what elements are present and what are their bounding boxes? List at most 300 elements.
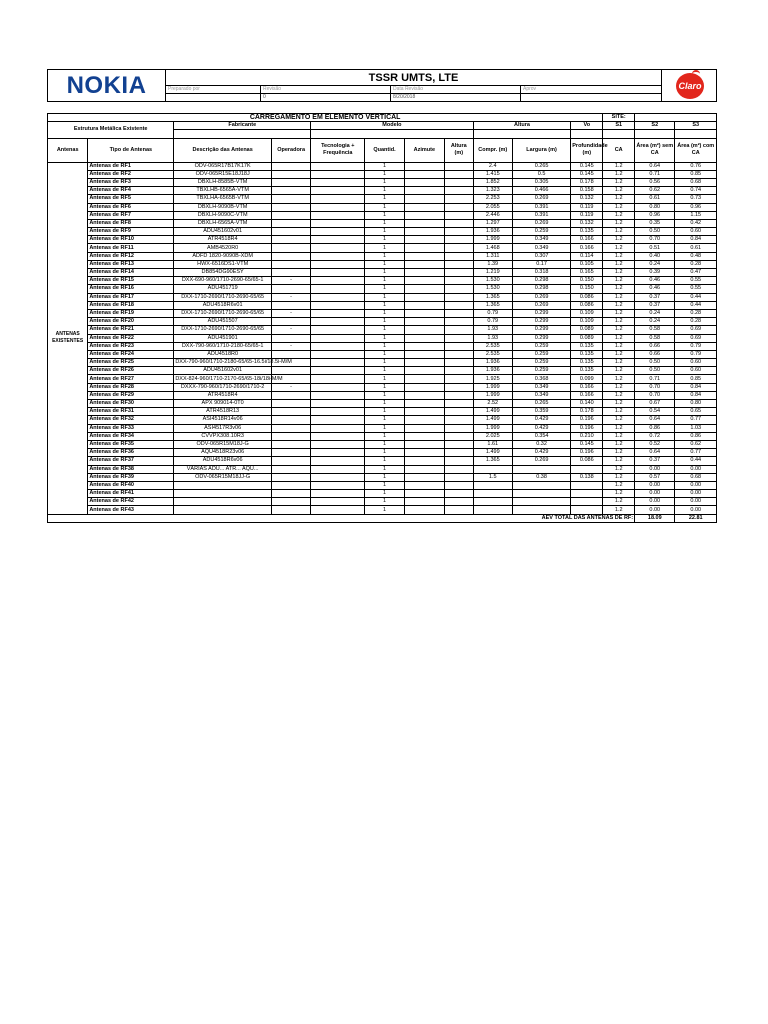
row-azimute[interactable] <box>404 400 444 408</box>
row-compr[interactable] <box>473 506 512 514</box>
row-compr[interactable]: 1.93 <box>473 334 512 342</box>
row-largura[interactable]: 0.269 <box>512 301 570 309</box>
row-quantid[interactable]: 1 <box>365 481 404 489</box>
row-profundidade[interactable]: 0.145 <box>571 170 603 178</box>
row-profundidade[interactable]: 0.178 <box>571 178 603 186</box>
row-tecnologia[interactable] <box>311 260 365 268</box>
row-compr[interactable]: 1.93 <box>473 326 512 334</box>
row-altura[interactable] <box>444 211 473 219</box>
row-tecnologia[interactable] <box>311 400 365 408</box>
row-descricao[interactable] <box>174 498 272 506</box>
row-descricao[interactable]: ODV-065R15M18J-G <box>174 440 272 448</box>
row-operadora[interactable] <box>271 252 310 260</box>
row-compr[interactable]: 1.5 <box>473 473 512 481</box>
row-operadora[interactable] <box>271 498 310 506</box>
row-profundidade[interactable]: 0.119 <box>571 211 603 219</box>
row-quantid[interactable]: 1 <box>365 285 404 293</box>
row-profundidade[interactable]: 0.166 <box>571 391 603 399</box>
row-profundidade[interactable]: 0.140 <box>571 400 603 408</box>
row-quantid[interactable]: 1 <box>365 465 404 473</box>
row-profundidade[interactable]: 0.145 <box>571 162 603 170</box>
row-tecnologia[interactable] <box>311 178 365 186</box>
row-largura[interactable]: 0.17 <box>512 260 570 268</box>
row-compr[interactable]: 1.999 <box>473 391 512 399</box>
row-quantid[interactable]: 1 <box>365 498 404 506</box>
row-tecnologia[interactable] <box>311 473 365 481</box>
row-quantid[interactable]: 1 <box>365 449 404 457</box>
row-operadora[interactable] <box>271 244 310 252</box>
row-quantid[interactable]: 1 <box>365 416 404 424</box>
row-azimute[interactable] <box>404 285 444 293</box>
row-quantid[interactable]: 1 <box>365 359 404 367</box>
row-largura[interactable]: 0.298 <box>512 285 570 293</box>
row-descricao[interactable] <box>174 490 272 498</box>
row-altura[interactable] <box>444 383 473 391</box>
row-altura[interactable] <box>444 440 473 448</box>
row-compr[interactable]: 1.39 <box>473 260 512 268</box>
row-operadora[interactable]: - <box>271 277 310 285</box>
row-descricao[interactable]: DXX-1710-2690/1710-2690-65/65 <box>174 309 272 317</box>
row-quantid[interactable]: 1 <box>365 236 404 244</box>
row-quantid[interactable]: 1 <box>365 334 404 342</box>
row-compr[interactable]: 1.999 <box>473 236 512 244</box>
row-largura[interactable]: 0.259 <box>512 359 570 367</box>
row-tecnologia[interactable] <box>311 236 365 244</box>
row-tecnologia[interactable] <box>311 219 365 227</box>
s1-value[interactable] <box>603 130 635 138</box>
row-tecnologia[interactable] <box>311 252 365 260</box>
row-operadora[interactable] <box>271 400 310 408</box>
row-tecnologia[interactable] <box>311 457 365 465</box>
row-largura[interactable]: 0.359 <box>512 408 570 416</box>
row-largura[interactable]: 0.269 <box>512 219 570 227</box>
row-largura[interactable]: 0.349 <box>512 391 570 399</box>
row-descricao[interactable]: ATR4518R13 <box>174 408 272 416</box>
row-altura[interactable] <box>444 187 473 195</box>
row-azimute[interactable] <box>404 187 444 195</box>
row-largura[interactable] <box>512 506 570 514</box>
row-tecnologia[interactable] <box>311 375 365 383</box>
row-altura[interactable] <box>444 506 473 514</box>
row-tecnologia[interactable] <box>311 490 365 498</box>
row-azimute[interactable] <box>404 473 444 481</box>
row-azimute[interactable] <box>404 211 444 219</box>
row-operadora[interactable] <box>271 162 310 170</box>
row-quantid[interactable]: 1 <box>365 391 404 399</box>
row-compr[interactable]: 2.4 <box>473 162 512 170</box>
row-largura[interactable]: 0.307 <box>512 252 570 260</box>
row-azimute[interactable] <box>404 367 444 375</box>
row-operadora[interactable] <box>271 424 310 432</box>
row-quantid[interactable]: 1 <box>365 367 404 375</box>
row-altura[interactable] <box>444 416 473 424</box>
row-compr[interactable]: 1.936 <box>473 228 512 236</box>
row-largura[interactable]: 0.305 <box>512 178 570 186</box>
row-profundidade[interactable]: 0.086 <box>571 293 603 301</box>
row-altura[interactable] <box>444 375 473 383</box>
row-descricao[interactable]: ADU451901 <box>174 334 272 342</box>
row-altura[interactable] <box>444 170 473 178</box>
row-profundidade[interactable]: 0.109 <box>571 318 603 326</box>
row-largura[interactable]: 0.429 <box>512 449 570 457</box>
row-largura[interactable]: 0.269 <box>512 195 570 203</box>
row-profundidade[interactable]: 0.166 <box>571 244 603 252</box>
row-descricao[interactable]: ODV-065R17B17K17K <box>174 162 272 170</box>
row-descricao[interactable]: DXX-1710-2690/1710-2690-65/65 <box>174 293 272 301</box>
row-tecnologia[interactable] <box>311 244 365 252</box>
row-largura[interactable]: 0.269 <box>512 457 570 465</box>
row-operadora[interactable] <box>271 260 310 268</box>
row-descricao[interactable]: ADU4518R6v01 <box>174 301 272 309</box>
row-altura[interactable] <box>444 244 473 252</box>
row-operadora[interactable] <box>271 219 310 227</box>
row-descricao[interactable]: ATR4518R4 <box>174 236 272 244</box>
row-azimute[interactable] <box>404 350 444 358</box>
row-tecnologia[interactable] <box>311 293 365 301</box>
row-operadora[interactable] <box>271 432 310 440</box>
row-quantid[interactable]: 1 <box>365 490 404 498</box>
row-descricao[interactable]: TBXLHA-6565B-VTM <box>174 195 272 203</box>
row-quantid[interactable]: 1 <box>365 342 404 350</box>
row-compr[interactable]: 1.61 <box>473 440 512 448</box>
modelo-value[interactable] <box>311 130 473 138</box>
row-operadora[interactable] <box>271 269 310 277</box>
row-azimute[interactable] <box>404 481 444 489</box>
row-compr[interactable] <box>473 481 512 489</box>
row-descricao[interactable]: ADU4518R0 <box>174 350 272 358</box>
row-altura[interactable] <box>444 203 473 211</box>
row-largura[interactable]: 0.269 <box>512 293 570 301</box>
row-quantid[interactable]: 1 <box>365 195 404 203</box>
row-descricao[interactable]: DXXX-790-960/1710-2690/1710-2 <box>174 383 272 391</box>
row-profundidade[interactable]: 0.135 <box>571 350 603 358</box>
row-largura[interactable]: 0.299 <box>512 334 570 342</box>
row-quantid[interactable]: 1 <box>365 187 404 195</box>
row-altura[interactable] <box>444 449 473 457</box>
row-altura[interactable] <box>444 424 473 432</box>
row-quantid[interactable]: 1 <box>365 309 404 317</box>
row-quantid[interactable]: 1 <box>365 326 404 334</box>
row-quantid[interactable]: 1 <box>365 203 404 211</box>
row-descricao[interactable]: DXX-1710-2690/1710-2690-65/65 <box>174 326 272 334</box>
row-altura[interactable] <box>444 293 473 301</box>
row-profundidade[interactable]: 0.135 <box>571 228 603 236</box>
row-descricao[interactable]: DB854DG90ESY <box>174 269 272 277</box>
row-tecnologia[interactable] <box>311 285 365 293</box>
row-altura[interactable] <box>444 367 473 375</box>
row-profundidade[interactable]: 0.196 <box>571 449 603 457</box>
row-tecnologia[interactable] <box>311 498 365 506</box>
row-altura[interactable] <box>444 228 473 236</box>
row-altura[interactable] <box>444 481 473 489</box>
row-altura[interactable] <box>444 334 473 342</box>
row-largura[interactable] <box>512 465 570 473</box>
row-compr[interactable]: 1.365 <box>473 301 512 309</box>
row-operadora[interactable] <box>271 334 310 342</box>
row-descricao[interactable] <box>174 506 272 514</box>
row-altura[interactable] <box>444 391 473 399</box>
row-azimute[interactable] <box>404 440 444 448</box>
row-compr[interactable] <box>473 465 512 473</box>
row-altura[interactable] <box>444 490 473 498</box>
row-altura[interactable] <box>444 359 473 367</box>
row-quantid[interactable]: 1 <box>365 424 404 432</box>
row-compr[interactable]: 0.79 <box>473 309 512 317</box>
row-quantid[interactable]: 1 <box>365 375 404 383</box>
row-compr[interactable]: 1.219 <box>473 269 512 277</box>
row-altura[interactable] <box>444 342 473 350</box>
row-profundidade[interactable] <box>571 498 603 506</box>
row-altura[interactable] <box>444 432 473 440</box>
row-tecnologia[interactable] <box>311 465 365 473</box>
row-largura[interactable]: 0.259 <box>512 367 570 375</box>
row-largura[interactable]: 0.429 <box>512 424 570 432</box>
row-azimute[interactable] <box>404 203 444 211</box>
row-altura[interactable] <box>444 219 473 227</box>
row-quantid[interactable]: 1 <box>365 301 404 309</box>
row-largura[interactable] <box>512 481 570 489</box>
row-largura[interactable]: 0.265 <box>512 400 570 408</box>
row-operadora[interactable] <box>271 236 310 244</box>
row-profundidade[interactable]: 0.089 <box>571 326 603 334</box>
row-azimute[interactable] <box>404 170 444 178</box>
row-altura[interactable] <box>444 236 473 244</box>
row-tecnologia[interactable] <box>311 195 365 203</box>
row-azimute[interactable] <box>404 408 444 416</box>
row-profundidade[interactable]: 0.158 <box>571 187 603 195</box>
row-largura[interactable]: 0.391 <box>512 203 570 211</box>
row-azimute[interactable] <box>404 277 444 285</box>
row-azimute[interactable] <box>404 342 444 350</box>
row-tecnologia[interactable] <box>311 481 365 489</box>
row-profundidade[interactable]: 0.105 <box>571 260 603 268</box>
row-azimute[interactable] <box>404 375 444 383</box>
row-descricao[interactable]: TBXLHB-6565A-VTM <box>174 187 272 195</box>
row-profundidade[interactable]: 0.150 <box>571 277 603 285</box>
row-profundidade[interactable]: 0.135 <box>571 342 603 350</box>
row-operadora[interactable] <box>271 301 310 309</box>
row-altura[interactable] <box>444 178 473 186</box>
row-profundidade[interactable]: 0.119 <box>571 203 603 211</box>
row-descricao[interactable]: AMB4520R0 <box>174 244 272 252</box>
row-descricao[interactable]: ADU451719 <box>174 285 272 293</box>
row-compr[interactable]: 2.535 <box>473 350 512 358</box>
row-operadora[interactable] <box>271 457 310 465</box>
row-azimute[interactable] <box>404 457 444 465</box>
row-tecnologia[interactable] <box>311 318 365 326</box>
row-operadora[interactable] <box>271 449 310 457</box>
row-operadora[interactable] <box>271 367 310 375</box>
row-compr[interactable]: 1.365 <box>473 457 512 465</box>
row-tecnologia[interactable] <box>311 424 365 432</box>
row-compr[interactable]: 0.79 <box>473 318 512 326</box>
row-quantid[interactable]: 1 <box>365 473 404 481</box>
row-profundidade[interactable]: 0.166 <box>571 236 603 244</box>
row-tecnologia[interactable] <box>311 408 365 416</box>
row-operadora[interactable] <box>271 285 310 293</box>
row-tecnologia[interactable] <box>311 383 365 391</box>
row-tecnologia[interactable] <box>311 277 365 285</box>
row-descricao[interactable]: DBXLH-6565A-VTM <box>174 219 272 227</box>
row-compr[interactable]: 1.999 <box>473 383 512 391</box>
row-azimute[interactable] <box>404 359 444 367</box>
row-azimute[interactable] <box>404 293 444 301</box>
row-tecnologia[interactable] <box>311 506 365 514</box>
row-compr[interactable]: 2.025 <box>473 432 512 440</box>
row-operadora[interactable] <box>271 416 310 424</box>
row-azimute[interactable] <box>404 244 444 252</box>
row-descricao[interactable]: ODV-065R15E18J18J <box>174 170 272 178</box>
row-quantid[interactable]: 1 <box>365 318 404 326</box>
row-compr[interactable]: 2.446 <box>473 211 512 219</box>
row-descricao[interactable]: APX 909014-0T0 <box>174 400 272 408</box>
row-altura[interactable] <box>444 457 473 465</box>
row-descricao[interactable]: AQU4518R23v06 <box>174 449 272 457</box>
row-quantid[interactable]: 1 <box>365 350 404 358</box>
row-altura[interactable] <box>444 269 473 277</box>
row-altura[interactable] <box>444 301 473 309</box>
row-azimute[interactable] <box>404 252 444 260</box>
row-quantid[interactable]: 1 <box>365 440 404 448</box>
row-azimute[interactable] <box>404 432 444 440</box>
row-compr[interactable]: 2.535 <box>473 342 512 350</box>
row-tecnologia[interactable] <box>311 449 365 457</box>
row-altura[interactable] <box>444 318 473 326</box>
row-azimute[interactable] <box>404 326 444 334</box>
row-profundidade[interactable]: 0.132 <box>571 195 603 203</box>
row-altura[interactable] <box>444 162 473 170</box>
row-operadora[interactable] <box>271 178 310 186</box>
row-quantid[interactable]: 1 <box>365 269 404 277</box>
s2-value[interactable] <box>635 130 675 138</box>
row-altura[interactable] <box>444 260 473 268</box>
row-azimute[interactable] <box>404 424 444 432</box>
row-largura[interactable]: 0.38 <box>512 473 570 481</box>
row-tecnologia[interactable] <box>311 342 365 350</box>
row-largura[interactable]: 0.299 <box>512 318 570 326</box>
row-azimute[interactable] <box>404 498 444 506</box>
row-descricao[interactable]: HWX-6516DS1-VTM <box>174 260 272 268</box>
row-descricao[interactable]: ATR4518R4 <box>174 391 272 399</box>
row-profundidade[interactable]: 0.178 <box>571 408 603 416</box>
row-tecnologia[interactable] <box>311 334 365 342</box>
row-azimute[interactable] <box>404 162 444 170</box>
row-descricao[interactable]: ADU451507 <box>174 318 272 326</box>
row-tecnologia[interactable] <box>311 359 365 367</box>
row-profundidade[interactable]: 0.165 <box>571 269 603 277</box>
row-compr[interactable]: 1.365 <box>473 293 512 301</box>
row-operadora[interactable]: - <box>271 293 310 301</box>
row-quantid[interactable]: 1 <box>365 211 404 219</box>
row-quantid[interactable]: 1 <box>365 277 404 285</box>
row-largura[interactable]: 0.5 <box>512 170 570 178</box>
row-azimute[interactable] <box>404 236 444 244</box>
row-quantid[interactable]: 1 <box>365 170 404 178</box>
row-largura[interactable]: 0.429 <box>512 416 570 424</box>
row-largura[interactable]: 0.259 <box>512 350 570 358</box>
row-tecnologia[interactable] <box>311 367 365 375</box>
row-descricao[interactable]: ADU451602v01 <box>174 367 272 375</box>
row-largura[interactable]: 0.265 <box>512 162 570 170</box>
row-quantid[interactable]: 1 <box>365 432 404 440</box>
row-compr[interactable]: 1.323 <box>473 187 512 195</box>
row-operadora[interactable] <box>271 187 310 195</box>
row-profundidade[interactable]: 0.086 <box>571 457 603 465</box>
row-compr[interactable]: 1.852 <box>473 178 512 186</box>
row-quantid[interactable]: 1 <box>365 178 404 186</box>
row-profundidade[interactable]: 0.145 <box>571 440 603 448</box>
row-descricao[interactable]: ADU451602v01 <box>174 228 272 236</box>
row-altura[interactable] <box>444 465 473 473</box>
row-descricao[interactable]: DXX-690-960/1710-2690-65/65-1 <box>174 277 272 285</box>
site-value[interactable] <box>635 114 717 122</box>
row-compr[interactable] <box>473 490 512 498</box>
row-largura[interactable]: 0.318 <box>512 269 570 277</box>
row-compr[interactable]: 1.499 <box>473 408 512 416</box>
row-quantid[interactable]: 1 <box>365 293 404 301</box>
row-quantid[interactable]: 1 <box>365 252 404 260</box>
row-compr[interactable]: 1.925 <box>473 375 512 383</box>
row-azimute[interactable] <box>404 490 444 498</box>
row-descricao[interactable]: ADU4518R6v06 <box>174 457 272 465</box>
row-largura[interactable]: 0.349 <box>512 244 570 252</box>
row-quantid[interactable]: 1 <box>365 506 404 514</box>
row-largura[interactable]: 0.368 <box>512 375 570 383</box>
row-profundidade[interactable]: 0.150 <box>571 285 603 293</box>
row-altura[interactable] <box>444 277 473 285</box>
row-azimute[interactable] <box>404 260 444 268</box>
row-altura[interactable] <box>444 195 473 203</box>
altura-value[interactable] <box>473 130 571 138</box>
row-descricao[interactable]: ADFD 1820-9090B-XDM <box>174 252 272 260</box>
row-descricao[interactable] <box>174 481 272 489</box>
row-largura[interactable]: 0.32 <box>512 440 570 448</box>
row-largura[interactable] <box>512 498 570 506</box>
row-profundidade[interactable] <box>571 465 603 473</box>
row-azimute[interactable] <box>404 195 444 203</box>
row-largura[interactable]: 0.299 <box>512 326 570 334</box>
row-operadora[interactable]: - <box>271 342 310 350</box>
row-compr[interactable]: 1.499 <box>473 449 512 457</box>
row-largura[interactable]: 0.391 <box>512 211 570 219</box>
row-profundidade[interactable]: 0.089 <box>571 334 603 342</box>
row-profundidade[interactable]: 0.138 <box>571 473 603 481</box>
row-tecnologia[interactable] <box>311 228 365 236</box>
row-azimute[interactable] <box>404 449 444 457</box>
row-largura[interactable]: 0.466 <box>512 187 570 195</box>
row-tecnologia[interactable] <box>311 391 365 399</box>
row-descricao[interactable]: ASI4518R14v06 <box>174 416 272 424</box>
row-azimute[interactable] <box>404 465 444 473</box>
row-descricao[interactable]: DBXLH-9090C-VTM <box>174 211 272 219</box>
row-profundidade[interactable]: 0.135 <box>571 359 603 367</box>
row-altura[interactable] <box>444 285 473 293</box>
row-compr[interactable]: 1.530 <box>473 285 512 293</box>
row-altura[interactable] <box>444 309 473 317</box>
row-azimute[interactable] <box>404 391 444 399</box>
row-quantid[interactable]: 1 <box>365 383 404 391</box>
row-azimute[interactable] <box>404 416 444 424</box>
row-tecnologia[interactable] <box>311 309 365 317</box>
row-compr[interactable]: 1.530 <box>473 277 512 285</box>
row-compr[interactable]: 1.936 <box>473 359 512 367</box>
row-compr[interactable]: 1.499 <box>473 416 512 424</box>
row-operadora[interactable] <box>271 203 310 211</box>
row-altura[interactable] <box>444 498 473 506</box>
row-compr[interactable]: 1.468 <box>473 244 512 252</box>
row-azimute[interactable] <box>404 506 444 514</box>
row-profundidade[interactable]: 0.166 <box>571 383 603 391</box>
